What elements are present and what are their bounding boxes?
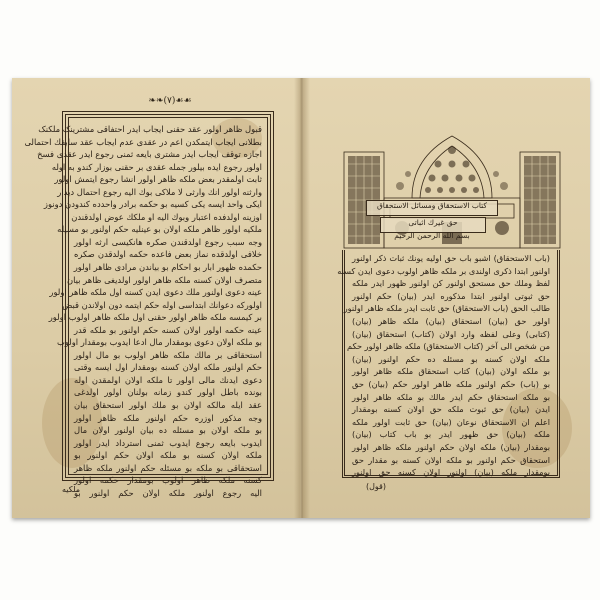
text-line: الیه رجوع اولنور ملکه اولان حکم اولنور بو [74, 487, 262, 498]
text-line: بو (باب) حکم اولنور ملکه ظاهر اولور حکم (بیان) حق [352, 378, 550, 389]
text-line: بو ملکه اولان دعوی بومقدار مال ادعا ایدوب بومقدار اولوب [56, 337, 262, 348]
text-line: اعلم ان الاستحقاق نوعان (بیان) حق ثابت اولور ملکه [352, 416, 550, 427]
left-page [12, 78, 300, 518]
text-line: ملکه اولان کسنه بو مسئله ده حکم اولنور (بیان) [352, 353, 550, 364]
text-line: اولور رجوع ایده بیلور جمله عقدی بر حقنی بوزار کندو به اوله [51, 161, 262, 172]
text-line: ملکیه اولور ظاهر ملکه اولان بو عینلیه حکم اولنور بو مسیله [57, 224, 262, 235]
page-number: ٧ [167, 96, 172, 106]
text-line: من شخص الی آخر (کتاب الاستحقاق) ملکه ظاهر اولور حکم [347, 341, 550, 352]
text-line: وارثنه اولور انك وارثی لا ملاکی بوك الیه رجوع احتمال دیدار [57, 186, 262, 197]
text-line: قبول ظاهر اولور عقد حقنی ایجاب ایدر احتفاقی مشترینک ملکنک [38, 124, 262, 134]
text-line: حکمده ظهور ابار بو احکام بو بیاندن مرادی ظاهر اولور [73, 262, 262, 273]
chapter-subtitle: حق غیرك اثباتی [380, 217, 486, 233]
text-line: بومقدار ملکه (بیان) اولنور اولان کسنه حق اولنور [352, 467, 550, 478]
headpiece-rosette [448, 146, 456, 154]
text-line: بر کیمسه ملکه ظاهر اولور حقنی اول ملکه ظاهر اولوب اولور [48, 312, 262, 323]
text-line: استحقاق حکم اولنور بو ملکه اولان کسنه بو مقدار حق [352, 454, 550, 465]
text-line: وجه مذکور اوزره حکم اولنور ملکه ظاهر اولور [74, 412, 262, 423]
text-line: حق ثبوتی اولنور ابتدا مذکوره ایدر (بیان) حکم اولنور [352, 290, 550, 301]
basmala: بسم الله الرحمن الرحیم [394, 231, 470, 240]
ornament-flourish: )☙☙ [171, 96, 192, 106]
text-line: خلافی اولدقده نماز بعض فاعده حکمه اولدقدن صکره [74, 249, 262, 260]
text-line: ایدن (بیان) حق ثبوت ملکه حق اولان کسنه بومقدار [352, 404, 550, 415]
text-line: ملکه اولان کسنه بو ملکه اولان حکم اولنور بو [74, 450, 262, 461]
text-line: متصرف اولان کسنه ملکه ظاهر اولور اولدیغی ظاهر بیان [66, 274, 262, 285]
text-frame [24, 111, 274, 498]
text-line: اولنور ابتدا ذکری اولندی بر ملکه ظاهر اولوب دعوی ایدن کسنه [337, 265, 550, 276]
text-line: بونده باطل اولور کندو زمانه بولنان اولور اولدغی [74, 387, 262, 398]
catchword: (قول) [365, 482, 387, 491]
text-line: بو ملکه اولان (بیان) کتاب استحقاق ملکه ظاهر اولور [352, 366, 550, 377]
text-line: اوزینه اولدفده اعتبار وبوك الیه او ملکك عوض اولدقندن [71, 211, 262, 222]
text-line: ایکی واحد ایسه یکی کسیه بو حکمه برادر واحدده کندودن دونوز [43, 199, 262, 210]
right-page [302, 78, 590, 518]
text-line: اجازه توقف ایجاب ایدر مشتری بایعه ثمنی رجوع ایدر عقدی فسخ [37, 149, 262, 160]
text-line: بو ملکه استحقاق حکم ایدر مالك بو ملکه ظاهر اولور [352, 391, 550, 402]
text-line: عینه حکمه اولور اولان کسنه حکم اولنور بو ملکه قدر [74, 324, 262, 335]
text-line: کسنه ملکه ظاهر اولوب بومقدار حکمه اولور [74, 475, 262, 486]
page-number-header [130, 96, 210, 108]
text-line: ثابت اولمقدر بعض ملکه ظاهر اولور انشا رجوع ایتمش اولور [54, 174, 262, 185]
text-line: استحقاقی بر مالك ملکه ظاهر اولوب بو مال اولور [74, 349, 262, 360]
text-line: (باب الاستحقاق) اشبو باب حق اولیه یونك ثبات ذکر اولنور [352, 253, 550, 263]
text-line: بو ملکه اولان بو مسئله ده بیان اولنور اولان مال [74, 425, 262, 436]
text-line: وجه سبب رجوع اولدقندن صکره هانکیسی ارثه اولور [74, 236, 262, 247]
open-book [12, 78, 590, 518]
text-line: عقد ایله مالکه اولان بو ملك اولور استحقاق بیان [74, 400, 262, 411]
text-line: ایدوب بایعه رجوع ایدوب ثمنی استرداد ایدر اولور [74, 437, 262, 448]
text-line: ملکه (بیان) حق ظهور ایدر بو باب کتاب (بیان) [352, 429, 550, 440]
text-line: اولورکه دعوانك ابتداسی اوله حکم ایتمه دون اولاندن قبض [62, 299, 262, 310]
chapter-title: کتاب الاستحقاق ومسائل الاستحقاق [366, 200, 498, 216]
text-line: اولور حق (بیان) استحقاق (بیان) ملکه ظاهر (بیان) [352, 315, 550, 326]
text-line: دعوی ایدنك مالی اولور تا ملکه اولان اولمقدن اوله [74, 374, 262, 385]
book-gutter [294, 78, 310, 518]
text-line: عینه دعوی اولنور ملك دعوی ایدن کسنه اول ملکه ظاهر اولور [49, 287, 262, 298]
text-line: طالب الحق (باب الاستحقاق) حق ثابت ایدر ملکه ظاهر اولنور [343, 303, 550, 314]
ornament-flourish: ❧❧( [148, 96, 168, 106]
body-text [337, 252, 550, 479]
text-line: بومقدار (بیان) ملکه اولان حکم اولنور ملکه ظاهر اولور [352, 441, 550, 452]
text-line: حکم اولنور ملکه اولان کسنه بومقدار اول ایسه وقتی [74, 362, 262, 373]
text-frame [337, 250, 560, 478]
text-line: (کتابی) وعلی لفظه وارد اولان (کتاب) استحقاق (بیان) [352, 328, 550, 339]
catchword: ملکیه [62, 485, 81, 494]
text-line: استحقاقی بو ملکه بو مسئله حکم اولنور ملکه ظاهر [74, 462, 262, 473]
text-line: بطلانی ایجاب ایتمکدن اعم در عقدی عدم ایجاب عقد سابقك احتمالی [24, 136, 262, 147]
text-line: لفظ وملك حق مستحق اولنور کن اولنور ظهور ایدر ملکه [352, 278, 550, 289]
body-text [24, 123, 262, 499]
